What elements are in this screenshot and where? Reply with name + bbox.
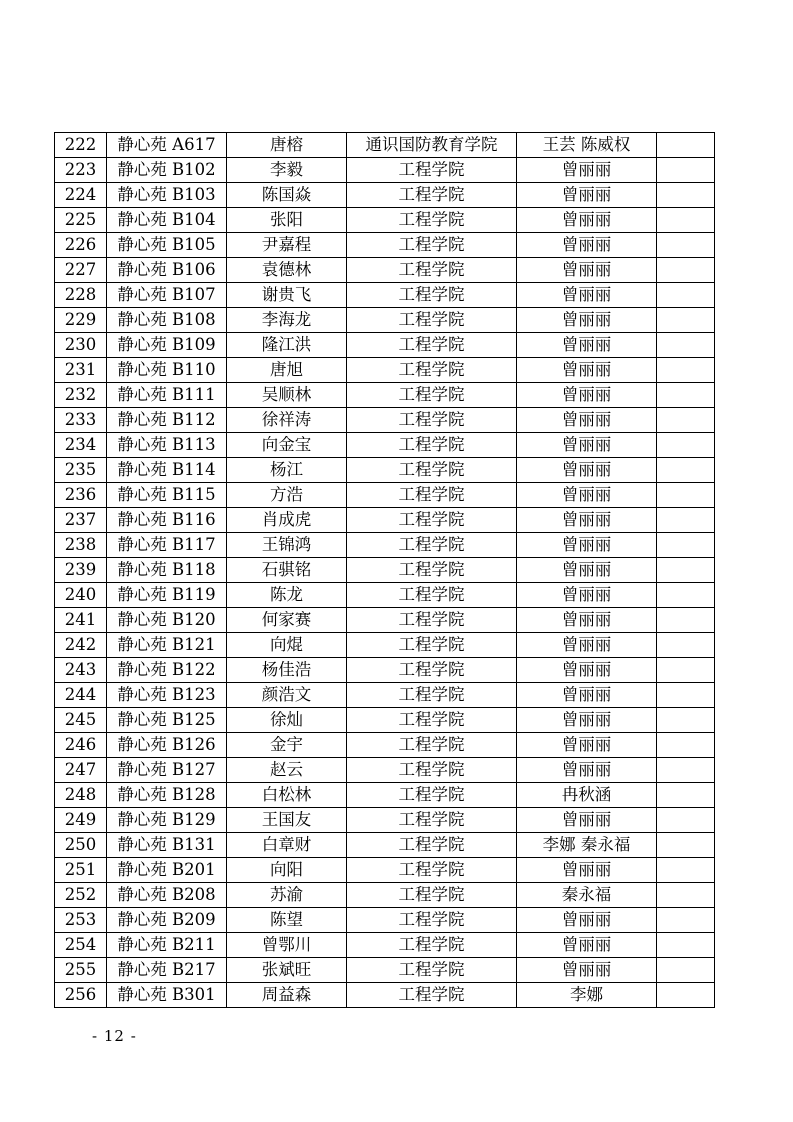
row-number-cell: 254 (55, 933, 107, 958)
row-number-cell: 252 (55, 883, 107, 908)
college-cell: 工程学院 (347, 758, 517, 783)
table-row (55, 833, 715, 858)
room-cell: 静心苑 B106 (107, 258, 227, 283)
room-cell: 静心苑 B123 (107, 683, 227, 708)
student-name-cell: 向金宝 (227, 433, 347, 458)
row-number-cell: 247 (55, 758, 107, 783)
table-row (55, 158, 715, 183)
room-cell: 静心苑 B119 (107, 583, 227, 608)
student-name-cell: 王锦鸿 (227, 533, 347, 558)
table-row (55, 983, 715, 1008)
student-name-cell: 石骐铭 (227, 558, 347, 583)
table-row (55, 658, 715, 683)
room-cell: 静心苑 A617 (107, 133, 227, 158)
student-name-cell: 尹嘉程 (227, 233, 347, 258)
table-row (55, 133, 715, 158)
extra-cell (657, 533, 715, 558)
student-name-cell: 肖成虎 (227, 508, 347, 533)
extra-cell (657, 408, 715, 433)
extra-cell (657, 383, 715, 408)
teacher-cell: 曾丽丽 (517, 808, 657, 833)
student-name-cell: 李海龙 (227, 308, 347, 333)
student-name-cell: 徐灿 (227, 708, 347, 733)
extra-cell (657, 708, 715, 733)
room-cell: 静心苑 B115 (107, 483, 227, 508)
row-number-cell: 230 (55, 333, 107, 358)
row-number-cell: 233 (55, 408, 107, 433)
college-cell: 工程学院 (347, 183, 517, 208)
row-number-cell: 222 (55, 133, 107, 158)
room-cell: 静心苑 B217 (107, 958, 227, 983)
row-number-cell: 224 (55, 183, 107, 208)
room-cell: 静心苑 B104 (107, 208, 227, 233)
row-number-cell: 228 (55, 283, 107, 308)
extra-cell (657, 333, 715, 358)
student-name-cell: 徐祥涛 (227, 408, 347, 433)
room-cell: 静心苑 B109 (107, 333, 227, 358)
row-number-cell: 243 (55, 658, 107, 683)
room-cell: 静心苑 B121 (107, 633, 227, 658)
table-row (55, 683, 715, 708)
college-cell: 工程学院 (347, 783, 517, 808)
row-number-cell: 234 (55, 433, 107, 458)
college-cell: 工程学院 (347, 283, 517, 308)
room-cell: 静心苑 B127 (107, 758, 227, 783)
dormitory-roster-table (54, 132, 715, 1008)
extra-cell (657, 833, 715, 858)
student-name-cell: 白章财 (227, 833, 347, 858)
teacher-cell: 曾丽丽 (517, 933, 657, 958)
room-cell: 静心苑 B211 (107, 933, 227, 958)
room-cell: 静心苑 B129 (107, 808, 227, 833)
teacher-cell: 曾丽丽 (517, 908, 657, 933)
teacher-cell: 曾丽丽 (517, 508, 657, 533)
college-cell: 工程学院 (347, 483, 517, 508)
table-row (55, 558, 715, 583)
room-cell: 静心苑 B120 (107, 608, 227, 633)
teacher-cell: 曾丽丽 (517, 283, 657, 308)
extra-cell (657, 883, 715, 908)
table-row (55, 183, 715, 208)
college-cell: 工程学院 (347, 858, 517, 883)
teacher-cell: 曾丽丽 (517, 458, 657, 483)
row-number-cell: 242 (55, 633, 107, 658)
college-cell: 工程学院 (347, 883, 517, 908)
student-name-cell: 隆江洪 (227, 333, 347, 358)
student-name-cell: 袁德林 (227, 258, 347, 283)
row-number-cell: 249 (55, 808, 107, 833)
college-cell: 工程学院 (347, 308, 517, 333)
room-cell: 静心苑 B209 (107, 908, 227, 933)
college-cell: 工程学院 (347, 608, 517, 633)
row-number-cell: 245 (55, 708, 107, 733)
teacher-cell: 曾丽丽 (517, 483, 657, 508)
row-number-cell: 232 (55, 383, 107, 408)
student-name-cell: 何家赛 (227, 608, 347, 633)
student-name-cell: 杨佳浩 (227, 658, 347, 683)
student-name-cell: 唐旭 (227, 358, 347, 383)
college-cell: 工程学院 (347, 958, 517, 983)
table-row (55, 533, 715, 558)
row-number-cell: 236 (55, 483, 107, 508)
row-number-cell: 253 (55, 908, 107, 933)
student-name-cell: 白松林 (227, 783, 347, 808)
extra-cell (657, 158, 715, 183)
table-row (55, 958, 715, 983)
table-row (55, 708, 715, 733)
extra-cell (657, 733, 715, 758)
table-row (55, 383, 715, 408)
room-cell: 静心苑 B208 (107, 883, 227, 908)
student-name-cell: 周益森 (227, 983, 347, 1008)
college-cell: 工程学院 (347, 383, 517, 408)
table-row (55, 783, 715, 808)
table-row (55, 333, 715, 358)
college-cell: 工程学院 (347, 433, 517, 458)
extra-cell (657, 208, 715, 233)
college-cell: 工程学院 (347, 158, 517, 183)
teacher-cell: 曾丽丽 (517, 233, 657, 258)
college-cell: 工程学院 (347, 358, 517, 383)
college-cell: 工程学院 (347, 933, 517, 958)
teacher-cell: 曾丽丽 (517, 208, 657, 233)
extra-cell (657, 633, 715, 658)
extra-cell (657, 658, 715, 683)
college-cell: 工程学院 (347, 558, 517, 583)
row-number-cell: 227 (55, 258, 107, 283)
room-cell: 静心苑 B201 (107, 858, 227, 883)
student-name-cell: 陈龙 (227, 583, 347, 608)
extra-cell (657, 933, 715, 958)
teacher-cell: 曾丽丽 (517, 583, 657, 608)
table-row (55, 808, 715, 833)
room-cell: 静心苑 B122 (107, 658, 227, 683)
college-cell: 工程学院 (347, 833, 517, 858)
extra-cell (657, 783, 715, 808)
teacher-cell: 曾丽丽 (517, 383, 657, 408)
teacher-cell: 曾丽丽 (517, 658, 657, 683)
teacher-cell: 李娜 (517, 983, 657, 1008)
table-row (55, 758, 715, 783)
college-cell: 工程学院 (347, 808, 517, 833)
student-name-cell: 金宇 (227, 733, 347, 758)
college-cell: 工程学院 (347, 208, 517, 233)
teacher-cell: 曾丽丽 (517, 608, 657, 633)
extra-cell (657, 358, 715, 383)
teacher-cell: 曾丽丽 (517, 858, 657, 883)
table-row (55, 583, 715, 608)
row-number-cell: 241 (55, 608, 107, 633)
row-number-cell: 244 (55, 683, 107, 708)
table-row (55, 258, 715, 283)
room-cell: 静心苑 B301 (107, 983, 227, 1008)
extra-cell (657, 983, 715, 1008)
table-row (55, 208, 715, 233)
teacher-cell: 曾丽丽 (517, 958, 657, 983)
extra-cell (657, 433, 715, 458)
college-cell: 工程学院 (347, 508, 517, 533)
table-row (55, 483, 715, 508)
teacher-cell: 曾丽丽 (517, 308, 657, 333)
college-cell: 工程学院 (347, 733, 517, 758)
student-name-cell: 李毅 (227, 158, 347, 183)
row-number-cell: 246 (55, 733, 107, 758)
extra-cell (657, 558, 715, 583)
table-row (55, 908, 715, 933)
extra-cell (657, 258, 715, 283)
college-cell: 工程学院 (347, 658, 517, 683)
extra-cell (657, 608, 715, 633)
teacher-cell: 曾丽丽 (517, 183, 657, 208)
row-number-cell: 256 (55, 983, 107, 1008)
college-cell: 工程学院 (347, 233, 517, 258)
student-name-cell: 陈国焱 (227, 183, 347, 208)
student-name-cell: 王国友 (227, 808, 347, 833)
college-cell: 工程学院 (347, 333, 517, 358)
teacher-cell: 李娜 秦永福 (517, 833, 657, 858)
student-name-cell: 谢贵飞 (227, 283, 347, 308)
college-cell: 通识国防教育学院 (347, 133, 517, 158)
row-number-cell: 251 (55, 858, 107, 883)
teacher-cell: 秦永福 (517, 883, 657, 908)
college-cell: 工程学院 (347, 983, 517, 1008)
teacher-cell: 曾丽丽 (517, 683, 657, 708)
teacher-cell: 曾丽丽 (517, 633, 657, 658)
college-cell: 工程学院 (347, 908, 517, 933)
table-row (55, 633, 715, 658)
student-name-cell: 杨江 (227, 458, 347, 483)
extra-cell (657, 183, 715, 208)
table-row (55, 433, 715, 458)
room-cell: 静心苑 B102 (107, 158, 227, 183)
room-cell: 静心苑 B111 (107, 383, 227, 408)
row-number-cell: 237 (55, 508, 107, 533)
student-name-cell: 陈望 (227, 908, 347, 933)
teacher-cell: 曾丽丽 (517, 333, 657, 358)
college-cell: 工程学院 (347, 708, 517, 733)
row-number-cell: 231 (55, 358, 107, 383)
extra-cell (657, 808, 715, 833)
table-row (55, 933, 715, 958)
teacher-cell: 曾丽丽 (517, 758, 657, 783)
student-name-cell: 赵云 (227, 758, 347, 783)
student-name-cell: 向焜 (227, 633, 347, 658)
row-number-cell: 229 (55, 308, 107, 333)
extra-cell (657, 958, 715, 983)
row-number-cell: 248 (55, 783, 107, 808)
room-cell: 静心苑 B118 (107, 558, 227, 583)
extra-cell (657, 483, 715, 508)
page-number: - 12 - (92, 1027, 137, 1045)
table-row (55, 308, 715, 333)
extra-cell (657, 858, 715, 883)
row-number-cell: 226 (55, 233, 107, 258)
extra-cell (657, 308, 715, 333)
room-cell: 静心苑 B116 (107, 508, 227, 533)
teacher-cell: 冉秋涵 (517, 783, 657, 808)
extra-cell (657, 908, 715, 933)
student-name-cell: 唐榕 (227, 133, 347, 158)
extra-cell (657, 583, 715, 608)
table-row (55, 458, 715, 483)
row-number-cell: 240 (55, 583, 107, 608)
row-number-cell: 225 (55, 208, 107, 233)
extra-cell (657, 683, 715, 708)
college-cell: 工程学院 (347, 533, 517, 558)
extra-cell (657, 133, 715, 158)
teacher-cell: 曾丽丽 (517, 533, 657, 558)
student-name-cell: 张阳 (227, 208, 347, 233)
college-cell: 工程学院 (347, 458, 517, 483)
student-name-cell: 颜浩文 (227, 683, 347, 708)
table-row (55, 508, 715, 533)
row-number-cell: 223 (55, 158, 107, 183)
room-cell: 静心苑 B108 (107, 308, 227, 333)
teacher-cell: 曾丽丽 (517, 358, 657, 383)
teacher-cell: 王芸 陈威权 (517, 133, 657, 158)
room-cell: 静心苑 B114 (107, 458, 227, 483)
teacher-cell: 曾丽丽 (517, 733, 657, 758)
table-row (55, 608, 715, 633)
room-cell: 静心苑 B125 (107, 708, 227, 733)
student-name-cell: 方浩 (227, 483, 347, 508)
extra-cell (657, 458, 715, 483)
teacher-cell: 曾丽丽 (517, 408, 657, 433)
table-row (55, 883, 715, 908)
teacher-cell: 曾丽丽 (517, 708, 657, 733)
extra-cell (657, 508, 715, 533)
teacher-cell: 曾丽丽 (517, 158, 657, 183)
row-number-cell: 239 (55, 558, 107, 583)
table-row (55, 733, 715, 758)
room-cell: 静心苑 B103 (107, 183, 227, 208)
room-cell: 静心苑 B117 (107, 533, 227, 558)
teacher-cell: 曾丽丽 (517, 558, 657, 583)
room-cell: 静心苑 B105 (107, 233, 227, 258)
table-body (55, 133, 715, 1008)
row-number-cell: 255 (55, 958, 107, 983)
college-cell: 工程学院 (347, 683, 517, 708)
room-cell: 静心苑 B126 (107, 733, 227, 758)
extra-cell (657, 758, 715, 783)
college-cell: 工程学院 (347, 408, 517, 433)
extra-cell (657, 233, 715, 258)
college-cell: 工程学院 (347, 633, 517, 658)
student-name-cell: 吴顺林 (227, 383, 347, 408)
table-row (55, 858, 715, 883)
table-row (55, 358, 715, 383)
row-number-cell: 250 (55, 833, 107, 858)
room-cell: 静心苑 B110 (107, 358, 227, 383)
teacher-cell: 曾丽丽 (517, 258, 657, 283)
college-cell: 工程学院 (347, 258, 517, 283)
extra-cell (657, 283, 715, 308)
room-cell: 静心苑 B131 (107, 833, 227, 858)
student-name-cell: 曾鄂川 (227, 933, 347, 958)
student-name-cell: 张斌旺 (227, 958, 347, 983)
table-row (55, 283, 715, 308)
student-name-cell: 向阳 (227, 858, 347, 883)
room-cell: 静心苑 B128 (107, 783, 227, 808)
row-number-cell: 238 (55, 533, 107, 558)
table-row (55, 408, 715, 433)
room-cell: 静心苑 B112 (107, 408, 227, 433)
row-number-cell: 235 (55, 458, 107, 483)
room-cell: 静心苑 B113 (107, 433, 227, 458)
college-cell: 工程学院 (347, 583, 517, 608)
room-cell: 静心苑 B107 (107, 283, 227, 308)
teacher-cell: 曾丽丽 (517, 433, 657, 458)
table-row (55, 233, 715, 258)
student-name-cell: 苏渝 (227, 883, 347, 908)
